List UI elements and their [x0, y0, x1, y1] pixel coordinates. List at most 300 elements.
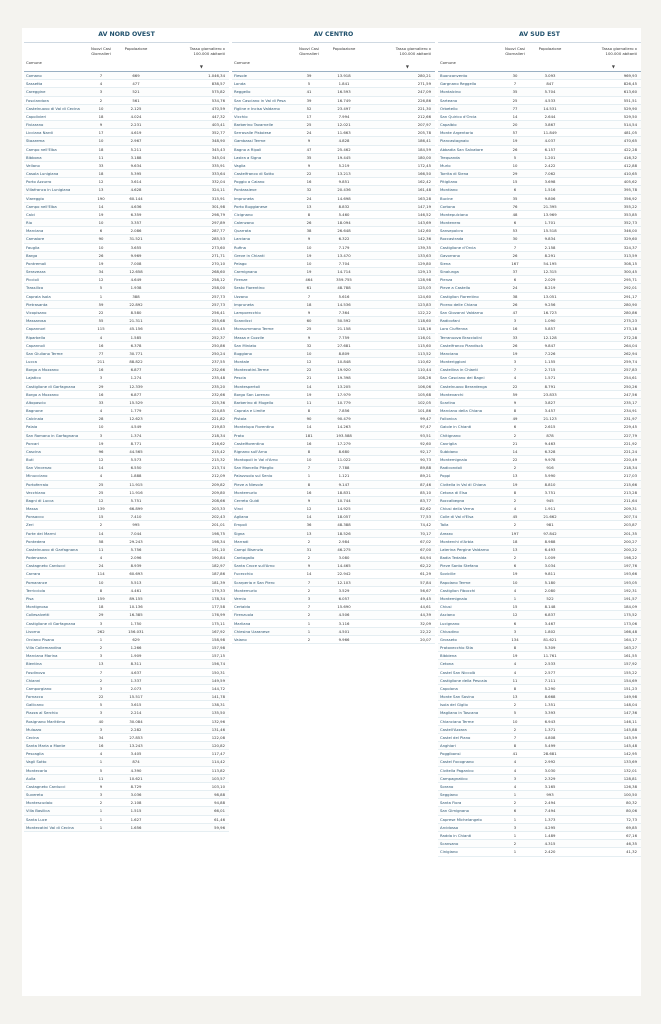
cell-comune: Montescudaio	[26, 800, 53, 806]
cell-comune: Castiglion Fibocchi	[440, 587, 476, 593]
column-av-centro	[232, 28, 435, 996]
table-row	[438, 137, 641, 145]
cell-nuovi-casi: 37	[512, 269, 518, 275]
cell-comune: Capannoli	[26, 342, 45, 348]
cell-comune: Calci	[26, 211, 36, 217]
cell-tasso: 273,18	[623, 326, 637, 332]
cell-nuovi-casi: 29	[98, 612, 104, 618]
cell-comune: Castagneto Carducci	[26, 783, 66, 789]
cell-popolazione: 13.213	[337, 171, 351, 177]
cell-comune: Barberino di Mugello	[234, 399, 274, 405]
cell-comune: San Casciano in Val di Pesa	[234, 97, 286, 103]
table-row	[232, 570, 435, 578]
cell-tasso: 529,50	[623, 113, 637, 119]
cell-tasso: 147,19	[417, 203, 431, 209]
cell-comune: Fucecchio	[234, 571, 253, 577]
cell-tasso: 280,90	[623, 301, 637, 307]
cell-tasso: 300,45	[623, 269, 637, 275]
cell-tasso: 272,28	[623, 334, 637, 340]
cell-nuovi-casi: 4	[513, 587, 517, 593]
table-row	[438, 783, 641, 791]
table-row	[24, 799, 229, 807]
cell-tasso: 280,21	[417, 73, 431, 78]
table-row	[438, 595, 641, 603]
cell-nuovi-casi: 26	[98, 252, 104, 258]
cell-tasso: 254,61	[623, 375, 637, 381]
table-row	[438, 448, 641, 456]
cell-comune: Gaiole in Chianti	[440, 424, 472, 430]
cell-nuovi-casi: 22	[512, 457, 518, 463]
cell-comune: Scansano	[440, 841, 459, 847]
cell-tasso: 254,45	[211, 326, 225, 332]
cell-nuovi-casi: 3	[307, 596, 311, 601]
cell-nuovi-casi: 19	[512, 481, 518, 487]
cell-popolazione: 156.031	[128, 628, 144, 634]
cell-popolazione: 6.157	[544, 146, 556, 152]
table-row	[232, 562, 435, 570]
cell-nuovi-casi: 2	[99, 677, 103, 683]
table-row	[24, 497, 229, 505]
cell-popolazione: 3.615	[130, 702, 142, 708]
cell-tasso: 268,60	[211, 269, 225, 275]
cell-nuovi-casi: 52	[306, 105, 312, 111]
cell-popolazione: 1.090	[544, 318, 556, 324]
cell-tasso: 113,52	[417, 350, 431, 356]
table-row	[438, 391, 641, 399]
header-popolazione: Popolazione	[124, 46, 148, 51]
cell-tasso: 221,82	[211, 416, 225, 422]
cell-nuovi-casi: 8	[307, 211, 311, 217]
table-row	[232, 276, 435, 284]
table-row	[24, 791, 229, 799]
table-row	[438, 840, 641, 848]
cell-popolazione: 1.571	[544, 375, 556, 381]
cell-popolazione: 66.899	[129, 506, 143, 512]
cell-nuovi-casi: 8	[513, 408, 517, 414]
cell-nuovi-casi: 33	[98, 162, 104, 168]
cell-tasso: 257,73	[211, 301, 225, 307]
cell-popolazione: 28.681	[543, 751, 557, 757]
cell-comune: Pontedera	[26, 538, 46, 544]
cell-tasso: 352,73	[623, 220, 637, 226]
table-row	[438, 570, 641, 578]
cell-tasso: 271,71	[211, 252, 225, 258]
cell-nuovi-casi: 8	[513, 685, 517, 691]
table-row	[24, 611, 229, 619]
cell-comune: Viareggio	[26, 195, 44, 201]
cell-popolazione: 2.533	[544, 661, 556, 667]
cell-comune: Seravezza	[26, 269, 46, 275]
table-row	[232, 432, 435, 440]
cell-comune: Roccalbegna	[440, 497, 465, 503]
cell-popolazione: 18.831	[337, 489, 351, 495]
cell-nuovi-casi: 2	[513, 555, 517, 561]
cell-nuovi-casi: 16	[98, 391, 104, 397]
cell-tasso: 271,59	[417, 81, 431, 87]
sort-arrow-icon[interactable]: ▼	[611, 64, 615, 69]
cell-comune: Pieve Santo Stefano	[440, 563, 479, 569]
column-av-sud-est	[438, 28, 641, 996]
cell-popolazione: 4.024	[130, 113, 142, 119]
cell-tasso: 202,43	[211, 514, 225, 520]
cell-tasso: 61,29	[420, 571, 431, 577]
cell-tasso: 252,37	[211, 334, 225, 340]
cell-nuovi-casi: 5	[99, 767, 103, 773]
cell-nuovi-casi: 13	[512, 694, 518, 700]
cell-nuovi-casi: 8	[307, 481, 311, 487]
cell-popolazione: 19.398	[337, 375, 351, 381]
sort-arrow-icon[interactable]: ▼	[405, 64, 409, 69]
cell-nuovi-casi: 4	[99, 81, 103, 87]
cell-comune: Trassilico	[26, 285, 44, 291]
cell-comune: Badia Tedalda	[440, 555, 467, 561]
cell-popolazione: 6.837	[544, 612, 556, 618]
cell-popolazione: 2.108	[130, 800, 142, 806]
cell-popolazione: 3.030	[544, 767, 556, 773]
cell-comune: Loro Ciuffenna	[440, 326, 468, 332]
cell-popolazione: 7.044	[130, 530, 142, 536]
cell-popolazione: 26.648	[337, 228, 351, 234]
cell-comune: Pietrasanta	[26, 301, 48, 307]
table-row	[232, 80, 435, 88]
table-row	[438, 432, 641, 440]
cell-comune: Orbetello	[440, 105, 458, 111]
cell-tasso: 166,48	[623, 628, 637, 634]
cell-comune: San Vincenzo	[26, 465, 52, 471]
table-row	[438, 677, 641, 685]
cell-tasso: 447,32	[211, 113, 225, 119]
cell-comune: Castel del Piano	[440, 734, 471, 740]
cell-nuovi-casi: 18	[98, 113, 104, 119]
table-row	[24, 358, 229, 366]
table-row	[438, 170, 641, 178]
cell-nuovi-casi: 159	[97, 596, 105, 601]
cell-tasso: 200,27	[623, 538, 637, 544]
column-title: AV CENTRO	[232, 28, 435, 43]
cell-comune: Caprese Michelangelo	[440, 816, 482, 822]
cell-popolazione: 12.103	[337, 579, 351, 585]
table-row	[24, 562, 229, 570]
cell-nuovi-casi: 20	[512, 122, 518, 128]
cell-tasso: 235,17	[623, 399, 637, 405]
cell-tasso: 163,28	[417, 195, 431, 201]
cell-comune: Montale	[234, 359, 250, 365]
table-row	[24, 464, 229, 472]
table-row	[438, 374, 641, 382]
cell-tasso: 262,94	[623, 350, 637, 356]
table-row	[24, 750, 229, 758]
cell-tasso: 142,95	[623, 751, 637, 757]
cell-tasso: 90,73	[420, 457, 431, 463]
cell-popolazione: 5.219	[338, 162, 350, 168]
cell-nuovi-casi: 19	[512, 350, 518, 356]
table-row	[438, 219, 641, 227]
cell-tasso: 184,09	[623, 604, 637, 610]
cell-nuovi-casi: 34	[98, 734, 104, 740]
cell-tasso: 135,50	[211, 710, 225, 716]
cell-popolazione: 9.463	[544, 440, 556, 446]
cell-comune: Vagli Sotto	[26, 759, 47, 765]
cell-comune: Pescaglia	[26, 751, 44, 757]
cell-nuovi-casi: 16	[98, 342, 104, 348]
table-row	[232, 219, 435, 227]
cell-popolazione: 4.533	[544, 97, 556, 103]
cell-comune: Colle di Val d'Elsa	[440, 514, 474, 520]
cell-comune: Anghiari	[440, 743, 456, 749]
table-row	[232, 628, 435, 636]
table-row	[232, 440, 435, 448]
table-row	[438, 562, 641, 570]
cell-nuovi-casi: 9	[513, 399, 517, 405]
cell-popolazione: 9.978	[544, 457, 556, 463]
cell-popolazione: 21.395	[543, 203, 557, 209]
cell-comune: Empoli	[234, 522, 247, 528]
cell-nuovi-casi: 2	[307, 538, 311, 544]
cell-nuovi-casi: 14	[98, 465, 104, 471]
cell-comune: Porto Buggianese	[234, 203, 268, 209]
cell-popolazione: 8.809	[338, 350, 350, 356]
cell-comune: Vellano	[26, 162, 40, 168]
cell-tasso: 221,24	[623, 448, 637, 454]
cell-nuovi-casi: 14	[98, 530, 104, 536]
cell-nuovi-casi: 16	[306, 179, 312, 185]
table-row	[24, 669, 229, 677]
cell-nuovi-casi: 19	[306, 269, 312, 275]
table-row	[24, 701, 229, 709]
cell-tasso: 179,33	[211, 587, 225, 593]
cell-comune: Reggello	[234, 89, 251, 95]
cell-nuovi-casi: 7	[307, 293, 311, 299]
cell-tasso: 133,69	[623, 759, 637, 765]
table-row	[232, 235, 435, 243]
cell-popolazione: 2.494	[544, 800, 556, 806]
cell-comune: Barberino Tavarnelle	[234, 122, 274, 128]
cell-tasso: 129,80	[417, 260, 431, 266]
table-row	[438, 611, 641, 619]
table-row	[438, 366, 641, 374]
cell-tasso: 146,52	[417, 211, 431, 217]
table-row	[232, 293, 435, 301]
cell-popolazione: 5.751	[130, 497, 142, 503]
cell-popolazione: 8.791	[544, 383, 556, 389]
cell-popolazione: 1.627	[130, 816, 142, 822]
table-row	[438, 113, 641, 121]
cell-popolazione: 2.073	[130, 685, 142, 691]
cell-tasso: 103,10	[211, 783, 225, 789]
table-row	[232, 227, 435, 235]
cell-tasso: 181,39	[211, 579, 225, 585]
cell-nuovi-casi: 26	[512, 301, 518, 307]
cell-tasso: 162,42	[417, 179, 431, 185]
cell-tasso: 114,42	[211, 759, 225, 765]
table-row	[24, 72, 229, 80]
cell-tasso: 92,60	[420, 440, 431, 446]
cell-popolazione: 4.295	[544, 824, 556, 830]
cell-nuovi-casi: 22	[306, 367, 312, 373]
cell-comune: Impruneta	[234, 301, 254, 307]
cell-popolazione: 2.214	[130, 710, 142, 716]
cell-comune: Radicofani	[440, 318, 460, 324]
cell-popolazione: 14.925	[337, 506, 351, 512]
cell-comune: Vicchio	[234, 113, 248, 119]
cell-comune: Terricciola	[26, 587, 46, 593]
cell-comune: Bientina	[26, 661, 42, 667]
cell-tasso: 215,42	[211, 448, 225, 454]
cell-comune: Castel Focognano	[440, 759, 474, 765]
cell-tasso: 175,11	[211, 620, 225, 626]
cell-nuovi-casi: 11	[512, 677, 518, 683]
table-row	[24, 317, 229, 325]
cell-tasso: 49,45	[420, 596, 431, 601]
table-row	[24, 399, 229, 407]
table-row	[24, 726, 229, 734]
cell-comune: Pontassieve	[234, 187, 257, 193]
cell-comune: Bagno a Ripoli	[234, 146, 262, 152]
cell-popolazione: 31.521	[129, 236, 143, 242]
table-row	[438, 301, 641, 309]
cell-comune: Vernio	[234, 596, 246, 601]
cell-nuovi-casi: 5	[513, 154, 517, 160]
cell-popolazione: 981	[546, 522, 554, 528]
cell-popolazione: 1.701	[544, 220, 556, 226]
cell-popolazione: 13.969	[543, 211, 557, 217]
cell-nuovi-casi: 26	[512, 252, 518, 258]
cell-nuovi-casi: 9	[307, 563, 311, 569]
cell-comune: Larciano	[234, 236, 251, 242]
cell-nuovi-casi: 3	[513, 628, 517, 634]
cell-comune: Sinalunga	[440, 269, 459, 275]
cell-tasso: 85,10	[420, 489, 431, 495]
cell-nuovi-casi: 47	[512, 309, 518, 315]
cell-nuovi-casi: 24	[512, 285, 518, 291]
cell-popolazione: 6.877	[130, 391, 142, 397]
cell-nuovi-casi: 33	[512, 334, 518, 340]
table-row	[438, 334, 641, 342]
cell-popolazione: 7.111	[544, 677, 556, 683]
cell-nuovi-casi: 13	[306, 203, 312, 209]
cell-popolazione: 5.573	[130, 457, 142, 463]
cell-nuovi-casi: 2	[307, 587, 311, 593]
cell-nuovi-casi: 8	[513, 645, 517, 651]
table-row	[24, 219, 229, 227]
cell-nuovi-casi: 24	[98, 563, 104, 569]
cell-popolazione: 15.529	[129, 399, 143, 405]
cell-popolazione: 27.853	[129, 734, 143, 740]
cell-comune: Bucine	[440, 195, 453, 201]
cell-comune: Montiano	[440, 187, 458, 193]
cell-nuovi-casi: 2	[513, 432, 517, 438]
cell-popolazione: 3.036	[130, 792, 142, 798]
cell-popolazione: 4.506	[338, 612, 350, 618]
cell-tasso: 184,59	[417, 146, 431, 152]
cell-nuovi-casi: 13	[306, 530, 312, 536]
table-row	[24, 620, 229, 628]
table-row	[438, 456, 641, 464]
table-row	[232, 121, 435, 129]
cell-tasso: 187,86	[211, 571, 225, 577]
cell-popolazione: 22.942	[337, 571, 351, 577]
cell-popolazione: 2.577	[544, 669, 556, 675]
cell-popolazione: 7.494	[544, 808, 556, 814]
table-row	[438, 734, 641, 742]
cell-tasso: 82,62	[420, 506, 431, 512]
cell-popolazione: 3.080	[338, 555, 350, 561]
cell-popolazione: 6.322	[338, 236, 350, 242]
cell-popolazione: 4.649	[130, 277, 142, 283]
cell-nuovi-casi: 2	[513, 465, 517, 471]
table-row	[232, 374, 435, 382]
cell-popolazione: 4.390	[130, 767, 142, 773]
cell-tasso: 219,83	[211, 424, 225, 430]
table-row	[24, 783, 229, 791]
table-row	[438, 726, 641, 734]
cell-nuovi-casi: 1	[513, 832, 517, 838]
cell-nuovi-casi: 25	[306, 122, 312, 128]
cell-nuovi-casi: 10	[98, 105, 104, 111]
cell-popolazione: 8.148	[544, 604, 556, 610]
cell-tasso: 103,57	[211, 775, 225, 781]
cell-nuovi-casi: 8	[513, 489, 517, 495]
table-row	[232, 481, 435, 489]
cell-nuovi-casi: 36	[306, 522, 312, 528]
cell-popolazione: 669	[132, 73, 140, 78]
cell-nuovi-casi: 134	[511, 636, 519, 642]
table-row	[232, 97, 435, 105]
table-row	[438, 848, 641, 856]
cell-nuovi-casi: 34	[98, 269, 104, 275]
cell-nuovi-casi: 2	[99, 645, 103, 651]
cell-tasso: 182,97	[211, 563, 225, 569]
table-row	[24, 685, 229, 693]
cell-comune: Buggiano	[234, 350, 252, 356]
cell-nuovi-casi: 3	[99, 375, 103, 381]
table-row	[24, 203, 229, 211]
cell-nuovi-casi: 139	[97, 506, 105, 512]
cell-tasso: 192,31	[623, 587, 637, 593]
cell-popolazione: 6.359	[130, 211, 142, 217]
cell-comune: Murlo	[440, 162, 451, 168]
cell-comune: Capalbio	[440, 122, 457, 128]
sort-arrow-icon[interactable]: ▼	[199, 64, 203, 69]
cell-comune: Asciano	[440, 612, 455, 618]
table-row	[24, 227, 229, 235]
cell-nuovi-casi: 61	[306, 285, 312, 291]
cell-nuovi-casi: 197	[511, 530, 519, 536]
cell-comune: Montemurlo	[234, 587, 257, 593]
cell-nuovi-casi: 1	[513, 792, 517, 798]
table-row	[232, 407, 435, 415]
cell-tasso: 124,60	[417, 293, 431, 299]
cell-popolazione: 1.656	[130, 824, 142, 830]
cell-comune: Castagneto Carducci	[26, 563, 66, 569]
cell-popolazione: 12.021	[337, 122, 351, 128]
cell-comune: Certaldo	[234, 604, 251, 610]
header-tasso: Tasso giornaliero x 100.000 abitanti	[189, 46, 225, 56]
table-row	[24, 628, 229, 636]
cell-tasso: 613,60	[623, 89, 637, 95]
cell-nuovi-casi: 262	[97, 628, 105, 634]
cell-comune: Camaiore	[26, 236, 45, 242]
table-row	[232, 358, 435, 366]
table-row	[24, 579, 229, 587]
table-row	[232, 195, 435, 203]
cell-comune: Cascina	[26, 448, 41, 454]
cell-tasso: 193,05	[623, 579, 637, 585]
cell-comune: Casola Lunigiana	[26, 171, 59, 177]
cell-comune: Uzzano	[234, 293, 248, 299]
cell-nuovi-casi: 19	[98, 211, 104, 217]
table-row	[232, 154, 435, 162]
